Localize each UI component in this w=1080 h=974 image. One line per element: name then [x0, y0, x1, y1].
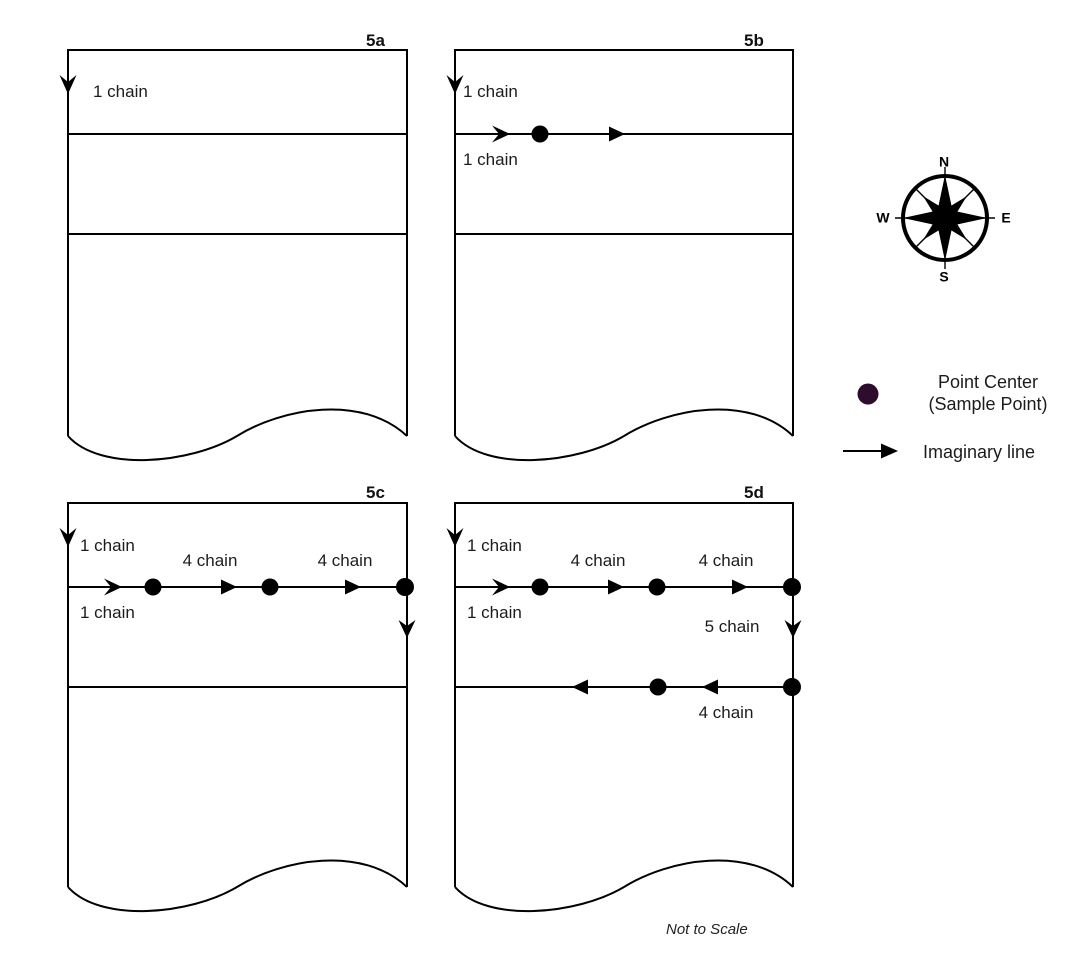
panel-5d-chain-top-label: 1 chain [467, 536, 522, 555]
legend-point-center-line1: Point Center [937, 372, 1039, 392]
right-arrow-icon [221, 580, 237, 595]
right-arrow-icon [609, 127, 625, 142]
not-to-scale-footnote: Not to Scale [666, 921, 748, 938]
panel-5b-label: 5b [744, 31, 764, 50]
torn-edge-wave [68, 860, 407, 911]
panel-5c-seg1-label: 4 chain [182, 551, 238, 570]
right-arrow-icon [345, 580, 361, 595]
panel-5d-seg1-label: 4 chain [570, 551, 626, 570]
panel-5b-outline [455, 50, 793, 460]
compass-rose-icon [895, 167, 995, 269]
sample-point-dot [145, 579, 162, 596]
right-arrow-icon [881, 444, 898, 459]
left-arrow-icon [572, 680, 588, 695]
compass-south-label: S [939, 268, 949, 285]
sample-point-dot [396, 578, 414, 596]
sample-point-dot [783, 678, 801, 696]
sample-point-dot [783, 578, 801, 596]
sample-point-dot [532, 579, 549, 596]
sample-point-dot [262, 579, 279, 596]
left-arrow-icon [702, 680, 718, 695]
panel-5a-outline [68, 50, 407, 460]
torn-edge-wave [68, 409, 407, 460]
panel-5c-label: 5c [366, 483, 385, 502]
torn-edge-wave [455, 860, 793, 911]
panel-5a-label: 5a [366, 31, 385, 50]
sample-point-dot [650, 679, 667, 696]
panel-5d-chain-below-label: 1 chain [467, 603, 522, 622]
panel-5a-chain-top-label: 1 chain [93, 82, 148, 101]
legend-point-center-line2: (Sample Point) [928, 394, 1048, 414]
panel-5d-down-label: 5 chain [704, 617, 760, 636]
panel-5d-label: 5d [744, 483, 764, 502]
panel-5b-chain-top-label: 1 chain [463, 82, 518, 101]
panel-5d-return-label: 4 chain [698, 703, 754, 722]
legend-imaginary-line-arrow [843, 444, 898, 459]
legend-point-center-dot [858, 384, 879, 405]
compass-east-label: E [1001, 209, 1011, 226]
sample-point-dot [649, 579, 666, 596]
sample-point-dot [532, 126, 549, 143]
right-arrow-icon [608, 580, 624, 595]
compass-north-label: N [938, 153, 950, 170]
panel-5c-seg2-label: 4 chain [317, 551, 373, 570]
panel-5b-chain-below-label: 1 chain [463, 150, 518, 169]
panel-5c-chain-top-label: 1 chain [80, 536, 135, 555]
right-arrow-icon [732, 580, 748, 595]
panel-5c-chain-below-label: 1 chain [80, 603, 135, 622]
panel-5d-seg2-label: 4 chain [698, 551, 754, 570]
compass-west-label: W [876, 209, 890, 226]
legend-imaginary-line-label: Imaginary line [923, 442, 1036, 462]
legend-point-center-label [903, 371, 1073, 415]
torn-edge-wave [455, 409, 793, 460]
